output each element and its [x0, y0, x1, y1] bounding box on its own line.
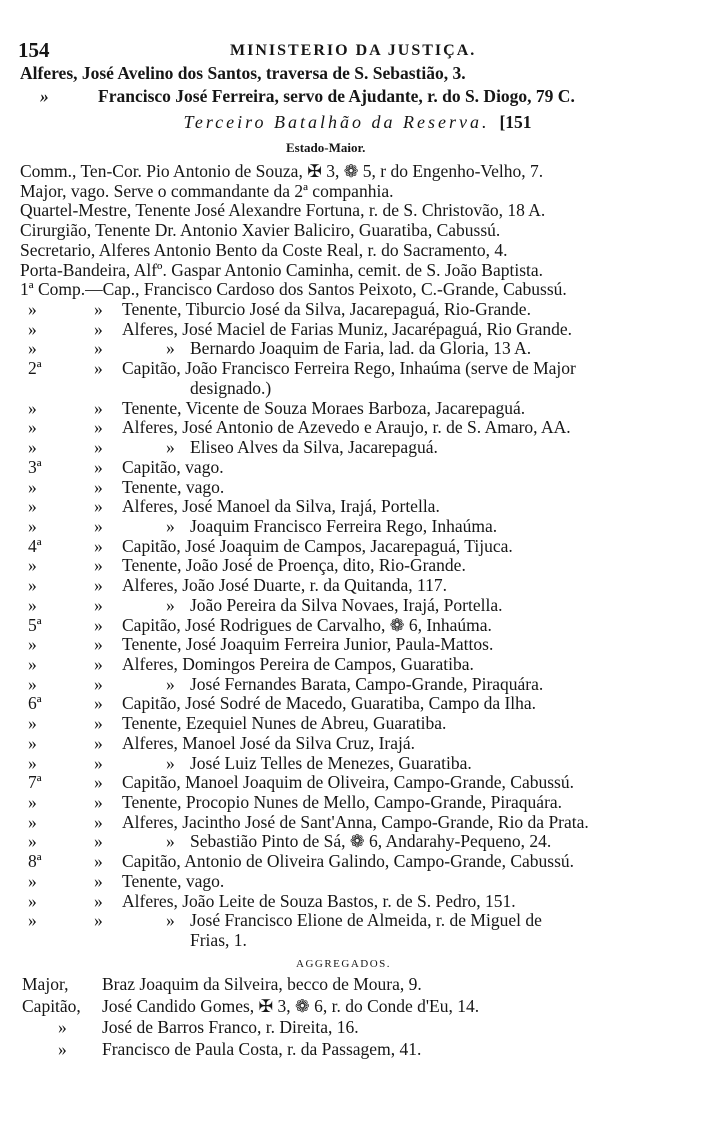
roster-row [0, 161, 715, 181]
company-label: » [28, 299, 37, 320]
intro-line: Francisco José Ferreira, servo de Ajudante, r. do S. Diogo, 79 C. [98, 86, 575, 106]
entry-text: Tenente, Procopio Nunes de Mello, Campo-Grande, Piraquára. [122, 792, 563, 812]
company-label: 2ª [28, 358, 42, 379]
roster-row [0, 220, 715, 240]
company-label: » [28, 555, 37, 576]
ditto-mark: » [166, 910, 175, 931]
ditto-mark: » [94, 318, 103, 339]
company-label: » [28, 752, 37, 773]
ditto-mark: » [94, 535, 103, 556]
roster-row [0, 260, 715, 280]
entry-text: José Luiz Telles de Menezes, Guaratiba. [190, 752, 472, 773]
ditto-mark: » [94, 456, 103, 477]
company-label: » [28, 318, 37, 339]
company-label: » [28, 890, 37, 911]
roster-row [0, 634, 715, 654]
company-label: » [28, 831, 37, 852]
roster-row [0, 496, 715, 516]
roster-row [0, 595, 715, 615]
roster-row [0, 654, 715, 674]
company-label: 7ª [28, 772, 42, 793]
roster-row [0, 674, 715, 694]
roster-row [0, 299, 715, 319]
ditto-mark: » [94, 338, 103, 359]
company-label: » [28, 437, 37, 458]
aggregado-row [0, 974, 715, 996]
ditto-mark: » [94, 476, 103, 497]
entry-text: Alferes, Manoel José da Silva Cruz, Irajá. [122, 732, 416, 753]
ditto-mark: » [94, 890, 103, 911]
roster-row [0, 240, 715, 260]
entry-text: Capitão, João Francisco Ferreira Rego, Inhaúma (serve de Major [122, 358, 576, 379]
ditto-mark: » [94, 752, 103, 773]
roster-row [0, 279, 715, 299]
aggregados-list [0, 974, 715, 1060]
ditto-mark: » [94, 358, 103, 379]
company-label: » [28, 634, 37, 655]
company-label: » [28, 397, 37, 418]
entry-text: Tenente, Tiburcio José da Silva, Jacarepaguá, Rio-Grande. [122, 299, 531, 320]
ditto-mark: » [94, 831, 103, 852]
entry-text: José de Barros Franco, r. Direita, 16. [102, 1017, 359, 1037]
ditto-mark: » [94, 792, 103, 812]
company-label: 3ª [28, 456, 42, 477]
company-label: » [28, 575, 37, 596]
ditto-mark: » [94, 555, 103, 576]
company-label: » [28, 515, 37, 536]
entry-text: Joaquim Francisco Ferreira Rego, Inhaúma. [190, 515, 498, 536]
entry-text: Capitão, José Rodrigues de Carvalho, ❁ 6, Inhaúma. [122, 614, 492, 635]
page-number: 154 [18, 38, 50, 62]
entry-text: Tenente, vago. [122, 870, 225, 891]
section-reference: [151 [499, 112, 532, 132]
ditto-mark: » [94, 634, 103, 655]
company-label: » [28, 732, 37, 753]
company-label: » [28, 792, 37, 812]
company-label: 4ª [28, 535, 42, 556]
aggregados-title: AGGREGADOS. [296, 958, 392, 970]
roster-row [0, 693, 715, 713]
company-label: 6ª [28, 693, 42, 714]
entry-text: Secretario, Alferes Antonio Bento da Coste Real, r. do Sacramento, 4. [20, 239, 508, 260]
ditto-mark: » [40, 86, 49, 106]
roster-row [0, 319, 715, 339]
ditto-mark: » [94, 811, 103, 832]
entry-text: Porta-Bandeira, Alfº. Gaspar Antonio Caminha, cemit. de S. João Baptista. [20, 259, 544, 280]
company-label: » [28, 713, 37, 734]
company-label: 8ª [28, 851, 42, 872]
roster-row [0, 417, 715, 437]
ditto-mark: » [94, 713, 103, 734]
entry-text: Capitão, vago. [122, 456, 224, 477]
company-label: » [28, 910, 37, 931]
roster-row [0, 575, 715, 595]
roster-row [0, 812, 715, 832]
entry-text: Tenente, Ezequiel Nunes de Abreu, Guaratiba. [122, 713, 447, 734]
company-label: » [28, 476, 37, 497]
roster-row [0, 930, 715, 950]
entry-text: Cirurgião, Tenente Dr. Antonio Xavier Baliciro, Guaratiba, Cabussú. [20, 220, 501, 241]
entry-text: Braz Joaquim da Silveira, becco de Moura, 9. [102, 974, 422, 994]
roster-row [0, 398, 715, 418]
entry-text: Alferes, Jacintho José de Sant'Anna, Campo-Grande, Rio da Prata. [122, 811, 589, 832]
entry-text: Francisco de Paula Costa, r. da Passagem, 41. [102, 1038, 422, 1059]
entry-text: Bernardo Joaquim de Faria, lad. da Gloria, 13 A. [190, 338, 532, 359]
ditto-mark: » [94, 575, 103, 596]
aggregado-row [0, 1039, 715, 1061]
entry-text: Tenente, Vicente de Souza Moraes Barboza, Jacarepaguá. [122, 397, 526, 418]
company-label: » [28, 811, 37, 832]
ditto-mark: » [94, 397, 103, 418]
entry-text: designado.) [190, 377, 272, 398]
ditto-mark: » [94, 417, 103, 438]
company-label: » [28, 496, 37, 517]
roster-row [0, 181, 715, 201]
intro-line: Alferes, José Avelino dos Santos, traversa de S. Sebastião, 3. [20, 63, 466, 83]
running-head: MINISTERIO DA JUSTIÇA. [230, 42, 477, 59]
roster-row [0, 851, 715, 871]
roster-row [0, 615, 715, 635]
entry-text: Tenente, João José de Proença, dito, Rio-Grande. [122, 555, 466, 576]
entry-text: Capitão, Antonio de Oliveira Galindo, Campo-Grande, Cabussú. [122, 851, 575, 872]
ditto-mark: » [166, 752, 175, 773]
entry-text: Tenente, vago. [122, 476, 225, 497]
ditto-mark: » [94, 496, 103, 517]
entry-text: João Pereira da Silva Novaes, Irajá, Portella. [190, 594, 503, 615]
roster-row [0, 477, 715, 497]
ditto-mark: » [166, 673, 175, 694]
roster-row [0, 378, 715, 398]
company-label: » [28, 594, 37, 615]
entry-text: Comm., Ten-Cor. Pio Antonio de Souza, ✠ 3, ❁ 5, r do Engenho-Velho, 7. [20, 161, 544, 181]
rank-label: Capitão, [22, 995, 81, 1016]
roster-row [0, 831, 715, 851]
entry-text: Alferes, José Manoel da Silva, Irajá, Portella. [122, 496, 440, 517]
ditto-mark: » [94, 515, 103, 536]
roster-row [0, 200, 715, 220]
company-label: » [28, 417, 37, 438]
ditto-mark: » [94, 299, 103, 320]
entry-text: Frias, 1. [190, 930, 247, 951]
ditto-mark: » [94, 772, 103, 793]
roster-row [0, 713, 715, 733]
ditto-mark: » [94, 437, 103, 458]
entry-text: Alferes, João Leite de Souza Bastos, r. de S. Pedro, 151. [122, 890, 516, 911]
entry-text: Capitão, Manoel Joaquim de Oliveira, Campo-Grande, Cabussú. [122, 772, 574, 793]
entry-text: Capitão, José Joaquim de Campos, Jacarepaguá, Tijuca. [122, 535, 513, 556]
roster-row [0, 437, 715, 457]
roster-row [0, 536, 715, 556]
aggregado-row [0, 996, 715, 1018]
roster-row [0, 516, 715, 536]
aggregado-row [0, 1017, 715, 1039]
ditto-mark: » [94, 910, 103, 931]
section-heading [0, 112, 715, 133]
entry-text: Alferes, Domingos Pereira de Campos, Guaratiba. [122, 653, 474, 674]
company-label: » [28, 673, 37, 694]
company-label: 5ª [28, 614, 42, 635]
roster-row [0, 733, 715, 753]
ditto-mark: » [94, 693, 103, 714]
roster-row [0, 792, 715, 812]
entry-text: José Francisco Elione de Almeida, r. de Miguel de [190, 910, 542, 931]
rank-label: Major, [22, 974, 69, 994]
company-label: » [28, 653, 37, 674]
entry-text: José Fernandes Barata, Campo-Grande, Piraquára. [190, 673, 544, 694]
ditto-mark: » [166, 437, 175, 458]
ditto-mark: » [94, 732, 103, 753]
ditto-mark: » [166, 831, 175, 852]
roster-row [0, 910, 715, 930]
roster-row [0, 753, 715, 773]
entry-text: Alferes, João José Duarte, r. da Quitanda, 117. [122, 575, 447, 596]
roster-row [0, 555, 715, 575]
ditto-mark: » [94, 614, 103, 635]
entry-text: Quartel-Mestre, Tenente José Alexandre Fortuna, r. de S. Christovão, 18 A. [20, 200, 546, 221]
ditto-mark: » [94, 653, 103, 674]
roster-row [0, 871, 715, 891]
ditto-mark: » [94, 851, 103, 872]
rank-label: » [58, 1017, 67, 1037]
entry-text: 1ª Comp.—Cap., Francisco Cardoso dos Santos Peixoto, C.-Grande, Cabussú. [20, 279, 567, 300]
rank-label: » [58, 1038, 67, 1059]
section-title: Terceiro Batalhão da Reserva. [183, 112, 490, 132]
entry-text: Eliseo Alves da Silva, Jacarepaguá. [190, 437, 438, 458]
entry-text: Major, vago. Serve o commandante da 2ª companhia. [20, 180, 394, 201]
roster-row [0, 891, 715, 911]
ditto-mark: » [94, 870, 103, 891]
entry-text: Capitão, José Sodré de Macedo, Guaratiba, Campo da Ilha. [122, 693, 537, 714]
ditto-mark: » [166, 594, 175, 615]
entry-text: Sebastião Pinto de Sá, ❁ 6, Andarahy-Pequeno, 24. [190, 831, 552, 852]
roster-row [0, 457, 715, 477]
ditto-mark: » [94, 673, 103, 694]
subsection-title: Estado-Maior. [286, 140, 366, 155]
roster-row [0, 772, 715, 792]
roster-row [0, 358, 715, 378]
company-label: » [28, 338, 37, 359]
ditto-mark: » [166, 515, 175, 536]
entry-text: Alferes, José Maciel de Farias Muniz, Jacarépaguá, Rio Grande. [122, 318, 572, 339]
entry-text: Tenente, José Joaquim Ferreira Junior, Paula-Mattos. [122, 634, 494, 655]
roster-list [0, 161, 715, 950]
ditto-mark: » [94, 594, 103, 615]
entry-text: José Candido Gomes, ✠ 3, ❁ 6, r. do Conde d'Eu, 14. [102, 995, 480, 1016]
ditto-mark: » [166, 338, 175, 359]
roster-row [0, 338, 715, 358]
company-label: » [28, 870, 37, 891]
entry-text: Alferes, José Antonio de Azevedo e Araujo, r. de S. Amaro, AA. [122, 417, 571, 438]
